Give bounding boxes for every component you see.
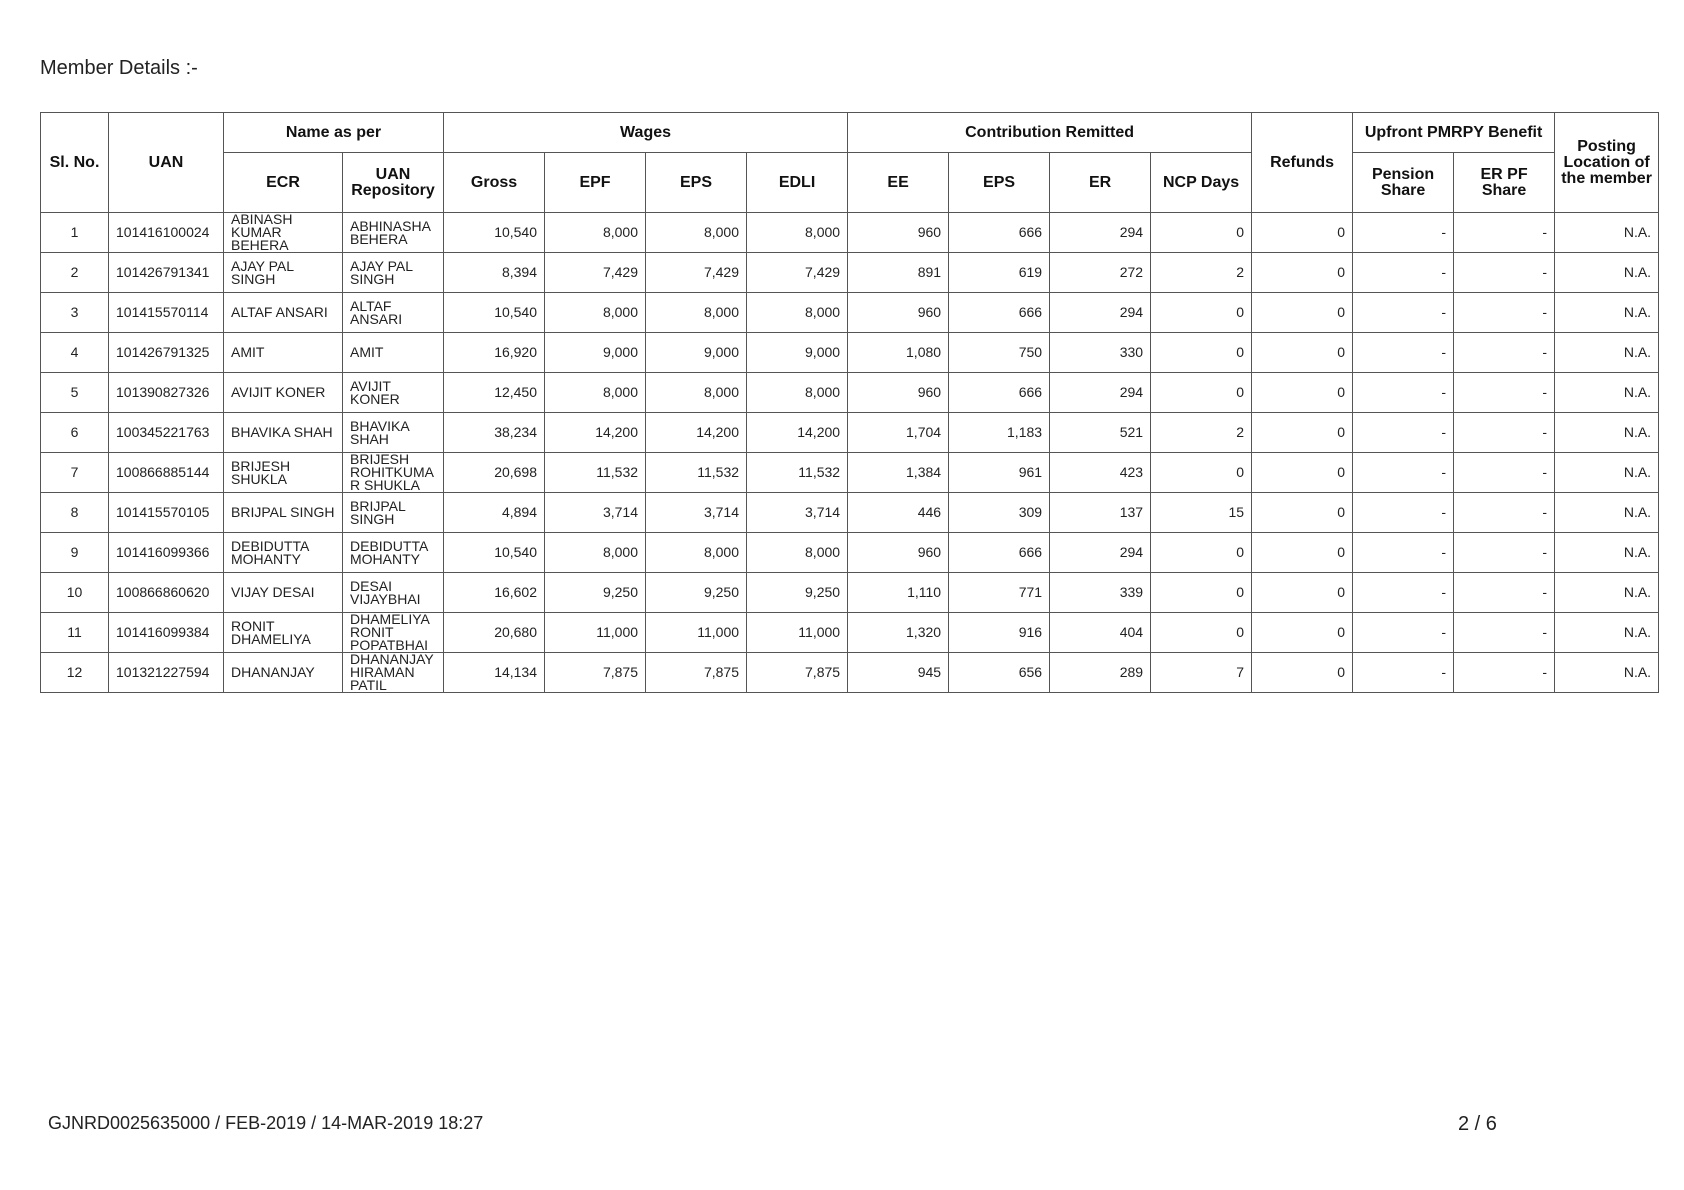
cell-contribution-eps: 1,183 [949, 413, 1050, 453]
cell-ee: 1,320 [848, 613, 949, 653]
cell-refunds: 0 [1252, 373, 1353, 413]
cell-ncp-days: 0 [1151, 613, 1252, 653]
cell-er-pf-share: - [1454, 213, 1555, 253]
cell-ncp-days: 0 [1151, 453, 1252, 493]
header-uan: UAN [109, 113, 224, 213]
cell-edli: 8,000 [747, 373, 848, 413]
cell-uan-repository-name: ALTAF ANSARI [343, 293, 444, 333]
cell-posting-location: N.A. [1555, 413, 1659, 453]
cell-refunds: 0 [1252, 293, 1353, 333]
cell-pension-share: - [1353, 493, 1454, 533]
cell-ecr-name: DHANANJAY [224, 653, 343, 693]
cell-edli: 14,200 [747, 413, 848, 453]
member-details-table [40, 112, 1659, 693]
cell-sl-no: 10 [41, 573, 109, 613]
cell-er: 289 [1050, 653, 1151, 693]
cell-posting-location: N.A. [1555, 213, 1659, 253]
cell-pension-share: - [1353, 373, 1454, 413]
cell-pension-share: - [1353, 653, 1454, 693]
cell-ee: 1,080 [848, 333, 949, 373]
header-uan-repository: UAN Repository [343, 153, 444, 213]
cell-ee: 891 [848, 253, 949, 293]
cell-posting-location: N.A. [1555, 373, 1659, 413]
cell-er: 294 [1050, 213, 1151, 253]
cell-gross: 10,540 [444, 213, 545, 253]
page-title: Member Details :- [40, 57, 198, 79]
cell-posting-location: N.A. [1555, 653, 1659, 693]
cell-er-pf-share: - [1454, 493, 1555, 533]
cell-ncp-days: 0 [1151, 533, 1252, 573]
cell-ncp-days: 7 [1151, 653, 1252, 693]
header-refunds: Refunds [1252, 113, 1353, 213]
cell-contribution-eps: 666 [949, 373, 1050, 413]
cell-ecr-name: BRIJPAL SINGH [224, 493, 343, 533]
cell-er-pf-share: - [1454, 453, 1555, 493]
cell-ncp-days: 0 [1151, 573, 1252, 613]
cell-pension-share: - [1353, 253, 1454, 293]
header-name-as-per: Name as per [224, 113, 444, 153]
cell-refunds: 0 [1252, 573, 1353, 613]
cell-eps: 8,000 [646, 213, 747, 253]
table-row [41, 653, 1659, 693]
cell-sl-no: 5 [41, 373, 109, 413]
cell-ecr-name: AMIT [224, 333, 343, 373]
cell-edli: 8,000 [747, 533, 848, 573]
cell-sl-no: 11 [41, 613, 109, 653]
cell-gross: 20,680 [444, 613, 545, 653]
cell-gross: 4,894 [444, 493, 545, 533]
cell-gross: 16,602 [444, 573, 545, 613]
cell-contribution-eps: 666 [949, 533, 1050, 573]
cell-pension-share: - [1353, 333, 1454, 373]
cell-uan: 100345221763 [109, 413, 224, 453]
cell-contribution-eps: 961 [949, 453, 1050, 493]
cell-pension-share: - [1353, 453, 1454, 493]
cell-ee: 945 [848, 653, 949, 693]
cell-sl-no: 1 [41, 213, 109, 253]
cell-ee: 960 [848, 373, 949, 413]
cell-uan: 101321227594 [109, 653, 224, 693]
cell-posting-location: N.A. [1555, 573, 1659, 613]
cell-refunds: 0 [1252, 253, 1353, 293]
header-posting-location: Posting Location of the member [1555, 113, 1659, 213]
cell-er-pf-share: - [1454, 333, 1555, 373]
cell-gross: 20,698 [444, 453, 545, 493]
cell-sl-no: 9 [41, 533, 109, 573]
cell-ecr-name: DEBIDUTTA MOHANTY [224, 533, 343, 573]
table-header-row [41, 113, 1659, 153]
cell-refunds: 0 [1252, 333, 1353, 373]
cell-ncp-days: 0 [1151, 213, 1252, 253]
header-sl-no: Sl. No. [41, 113, 109, 213]
cell-uan-repository-name: DHANANJAY HIRAMAN PATIL [343, 653, 444, 693]
cell-contribution-eps: 916 [949, 613, 1050, 653]
cell-uan: 101416099384 [109, 613, 224, 653]
cell-eps: 8,000 [646, 533, 747, 573]
cell-epf: 7,875 [545, 653, 646, 693]
cell-gross: 10,540 [444, 533, 545, 573]
cell-pension-share: - [1353, 213, 1454, 253]
table-row [41, 493, 1659, 533]
cell-ecr-name: ABINASH KUMAR BEHERA [224, 213, 343, 253]
table-row [41, 413, 1659, 453]
cell-sl-no: 2 [41, 253, 109, 293]
cell-gross: 14,134 [444, 653, 545, 693]
cell-epf: 8,000 [545, 373, 646, 413]
table-row [41, 253, 1659, 293]
header-contribution-eps: EPS [949, 153, 1050, 213]
cell-uan-repository-name: AJAY PAL SINGH [343, 253, 444, 293]
cell-uan: 100866860620 [109, 573, 224, 613]
cell-er: 272 [1050, 253, 1151, 293]
table-row [41, 453, 1659, 493]
cell-uan: 101415570114 [109, 293, 224, 333]
cell-er: 404 [1050, 613, 1151, 653]
cell-ncp-days: 0 [1151, 333, 1252, 373]
cell-eps: 14,200 [646, 413, 747, 453]
cell-gross: 10,540 [444, 293, 545, 333]
cell-eps: 11,000 [646, 613, 747, 653]
cell-uan-repository-name: AMIT [343, 333, 444, 373]
cell-uan-repository-name: DHAMELIYA RONIT POPATBHAI [343, 613, 444, 653]
header-er-pf-share: ER PF Share [1454, 153, 1555, 213]
cell-epf: 14,200 [545, 413, 646, 453]
cell-uan: 101426791341 [109, 253, 224, 293]
cell-edli: 8,000 [747, 293, 848, 333]
table-row [41, 613, 1659, 653]
cell-pension-share: - [1353, 413, 1454, 453]
cell-gross: 8,394 [444, 253, 545, 293]
cell-contribution-eps: 666 [949, 293, 1050, 333]
cell-contribution-eps: 750 [949, 333, 1050, 373]
cell-contribution-eps: 666 [949, 213, 1050, 253]
cell-pension-share: - [1353, 613, 1454, 653]
cell-sl-no: 3 [41, 293, 109, 333]
cell-eps: 9,250 [646, 573, 747, 613]
cell-eps: 8,000 [646, 373, 747, 413]
cell-ee: 960 [848, 533, 949, 573]
cell-edli: 9,250 [747, 573, 848, 613]
header-ecr: ECR [224, 153, 343, 213]
cell-refunds: 0 [1252, 413, 1353, 453]
cell-uan: 101416099366 [109, 533, 224, 573]
cell-sl-no: 12 [41, 653, 109, 693]
cell-eps: 8,000 [646, 293, 747, 333]
table-row [41, 573, 1659, 613]
cell-er: 294 [1050, 373, 1151, 413]
cell-uan: 101415570105 [109, 493, 224, 533]
cell-epf: 9,250 [545, 573, 646, 613]
cell-eps: 9,000 [646, 333, 747, 373]
cell-er-pf-share: - [1454, 293, 1555, 333]
cell-edli: 11,000 [747, 613, 848, 653]
cell-uan: 101426791325 [109, 333, 224, 373]
cell-posting-location: N.A. [1555, 493, 1659, 533]
header-wages: Wages [444, 113, 848, 153]
cell-pension-share: - [1353, 293, 1454, 333]
cell-ee: 1,704 [848, 413, 949, 453]
cell-ncp-days: 2 [1151, 253, 1252, 293]
cell-ecr-name: ALTAF ANSARI [224, 293, 343, 333]
cell-uan-repository-name: BHAVIKA SHAH [343, 413, 444, 453]
cell-ee: 1,384 [848, 453, 949, 493]
cell-epf: 3,714 [545, 493, 646, 533]
header-pension-share: Pension Share [1353, 153, 1454, 213]
cell-er-pf-share: - [1454, 653, 1555, 693]
header-upfront-pmrpy: Upfront PMRPY Benefit [1353, 113, 1555, 153]
table-row [41, 293, 1659, 333]
cell-er: 521 [1050, 413, 1151, 453]
cell-contribution-eps: 656 [949, 653, 1050, 693]
cell-gross: 38,234 [444, 413, 545, 453]
cell-ncp-days: 0 [1151, 373, 1252, 413]
cell-er-pf-share: - [1454, 373, 1555, 413]
header-eps: EPS [646, 153, 747, 213]
cell-sl-no: 7 [41, 453, 109, 493]
cell-posting-location: N.A. [1555, 293, 1659, 333]
cell-refunds: 0 [1252, 453, 1353, 493]
header-er: ER [1050, 153, 1151, 213]
cell-epf: 11,000 [545, 613, 646, 653]
cell-pension-share: - [1353, 573, 1454, 613]
header-ee: EE [848, 153, 949, 213]
cell-posting-location: N.A. [1555, 453, 1659, 493]
document-reference: GJNRD0025635000 / FEB-2019 / 14-MAR-2019 18:27 [48, 1113, 484, 1133]
cell-ncp-days: 15 [1151, 493, 1252, 533]
cell-ecr-name: BHAVIKA SHAH [224, 413, 343, 453]
cell-refunds: 0 [1252, 653, 1353, 693]
cell-posting-location: N.A. [1555, 533, 1659, 573]
cell-edli: 7,875 [747, 653, 848, 693]
cell-gross: 16,920 [444, 333, 545, 373]
cell-sl-no: 6 [41, 413, 109, 453]
page-number: 2 / 6 [1458, 1113, 1497, 1135]
cell-edli: 8,000 [747, 213, 848, 253]
cell-er: 137 [1050, 493, 1151, 533]
cell-pension-share: - [1353, 533, 1454, 573]
cell-edli: 3,714 [747, 493, 848, 533]
header-epf: EPF [545, 153, 646, 213]
cell-epf: 9,000 [545, 333, 646, 373]
header-contribution-remitted: Contribution Remitted [848, 113, 1252, 153]
cell-uan-repository-name: ABHINASHA BEHERA [343, 213, 444, 253]
cell-ee: 960 [848, 293, 949, 333]
cell-ecr-name: VIJAY DESAI [224, 573, 343, 613]
cell-contribution-eps: 771 [949, 573, 1050, 613]
cell-eps: 7,429 [646, 253, 747, 293]
cell-ncp-days: 0 [1151, 293, 1252, 333]
table-row [41, 333, 1659, 373]
cell-ecr-name: BRIJESH SHUKLA [224, 453, 343, 493]
cell-er-pf-share: - [1454, 533, 1555, 573]
cell-er: 339 [1050, 573, 1151, 613]
cell-uan: 101390827326 [109, 373, 224, 413]
cell-edli: 9,000 [747, 333, 848, 373]
cell-er: 294 [1050, 533, 1151, 573]
cell-sl-no: 4 [41, 333, 109, 373]
cell-ecr-name: AJAY PAL SINGH [224, 253, 343, 293]
cell-eps: 7,875 [646, 653, 747, 693]
cell-gross: 12,450 [444, 373, 545, 413]
cell-edli: 11,532 [747, 453, 848, 493]
table-row [41, 213, 1659, 253]
cell-uan-repository-name: DESAI VIJAYBHAI [343, 573, 444, 613]
cell-ecr-name: AVIJIT KONER [224, 373, 343, 413]
cell-epf: 8,000 [545, 293, 646, 333]
cell-er-pf-share: - [1454, 413, 1555, 453]
cell-er-pf-share: - [1454, 253, 1555, 293]
table-row [41, 373, 1659, 413]
header-edli: EDLI [747, 153, 848, 213]
cell-epf: 8,000 [545, 213, 646, 253]
cell-eps: 11,532 [646, 453, 747, 493]
table-subheader-row [41, 153, 1659, 213]
cell-uan-repository-name: AVIJIT KONER [343, 373, 444, 413]
cell-refunds: 0 [1252, 213, 1353, 253]
cell-epf: 11,532 [545, 453, 646, 493]
cell-ee: 446 [848, 493, 949, 533]
header-gross: Gross [444, 153, 545, 213]
table-row [41, 533, 1659, 573]
cell-er-pf-share: - [1454, 613, 1555, 653]
cell-contribution-eps: 309 [949, 493, 1050, 533]
cell-ee: 1,110 [848, 573, 949, 613]
cell-posting-location: N.A. [1555, 253, 1659, 293]
cell-er: 294 [1050, 293, 1151, 333]
cell-posting-location: N.A. [1555, 613, 1659, 653]
cell-epf: 7,429 [545, 253, 646, 293]
cell-uan: 100866885144 [109, 453, 224, 493]
cell-eps: 3,714 [646, 493, 747, 533]
cell-refunds: 0 [1252, 613, 1353, 653]
cell-posting-location: N.A. [1555, 333, 1659, 373]
header-ncp-days: NCP Days [1151, 153, 1252, 213]
cell-uan-repository-name: DEBIDUTTA MOHANTY [343, 533, 444, 573]
cell-refunds: 0 [1252, 533, 1353, 573]
cell-refunds: 0 [1252, 493, 1353, 533]
cell-edli: 7,429 [747, 253, 848, 293]
cell-er-pf-share: - [1454, 573, 1555, 613]
cell-contribution-eps: 619 [949, 253, 1050, 293]
cell-ncp-days: 2 [1151, 413, 1252, 453]
cell-uan-repository-name: BRIJESH ROHITKUMA R SHUKLA [343, 453, 444, 493]
cell-uan: 101416100024 [109, 213, 224, 253]
cell-ee: 960 [848, 213, 949, 253]
table-body [41, 213, 1659, 693]
cell-er: 330 [1050, 333, 1151, 373]
cell-sl-no: 8 [41, 493, 109, 533]
cell-uan-repository-name: BRIJPAL SINGH [343, 493, 444, 533]
cell-ecr-name: RONIT DHAMELIYA [224, 613, 343, 653]
cell-er: 423 [1050, 453, 1151, 493]
cell-epf: 8,000 [545, 533, 646, 573]
